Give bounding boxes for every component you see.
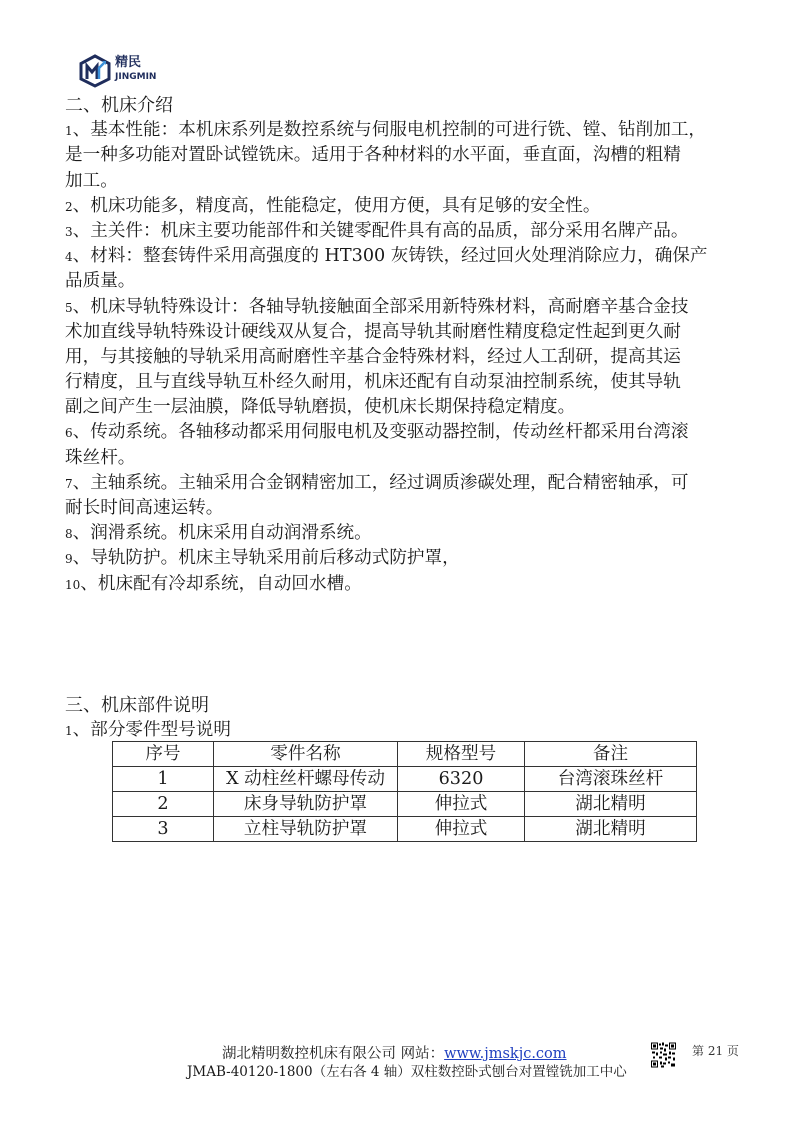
paragraph-line <box>65 546 775 571</box>
header-cell: 零件名称 <box>214 742 398 767</box>
intro-paragraphs <box>65 118 775 597</box>
paragraph-line <box>65 143 775 168</box>
table-cell: 立柱导轨防护罩 <box>214 817 398 842</box>
item-number: 8 <box>65 527 73 542</box>
paragraph-line <box>65 521 775 546</box>
paragraph-line <box>65 118 775 143</box>
paragraph-line <box>65 471 775 496</box>
footer-company: 湖北精明数控机床有限公司 网站： <box>222 1046 445 1062</box>
line-text: 耐长时间高速运转。 <box>65 498 224 518</box>
footer-model: JMAB-40120-1800（左右各 4 轴）双柱数控卧式刨台对置镗铣加工中心 <box>187 1064 627 1080</box>
table-cell: 1 <box>113 767 214 792</box>
table-cell: 伸拉式 <box>398 817 525 842</box>
section-machine-intro <box>65 93 775 597</box>
table-cell: 台湾滚珠丝杆 <box>525 767 697 792</box>
paragraph-line <box>65 194 775 219</box>
table-cell: 床身导轨防护罩 <box>214 792 398 817</box>
line-text: 副之间产生一层油膜，降低导轨磨损，使机床长期保持稳定精度。 <box>65 397 576 418</box>
table-cell: 湖北精明 <box>525 792 697 817</box>
paragraph-line <box>65 572 775 597</box>
table-cell: 2 <box>113 792 214 817</box>
paragraph-line <box>65 244 775 269</box>
header-cell: 备注 <box>525 742 697 767</box>
paragraph-line <box>65 395 775 420</box>
subheading: 1、部分零件型号说明 <box>65 720 231 741</box>
paragraph-line <box>65 219 775 244</box>
paragraph-line <box>65 420 775 445</box>
paragraph-line <box>65 295 775 320</box>
header-cell: 规格型号 <box>398 742 525 767</box>
company-logo <box>78 54 164 88</box>
line-text: 加工。 <box>65 170 118 191</box>
parts-table <box>112 741 697 842</box>
line-text: 、润滑系统。机床采用自动润滑系统。 <box>72 523 372 544</box>
item-number: 7 <box>65 476 73 491</box>
line-text: 用，与其接触的导轨采用高耐磨性辛基合金特殊材料，经过人工刮研，提高其运 <box>65 346 681 367</box>
item-number: 2 <box>65 199 73 214</box>
line-text: 是一种多功能对置卧试镗铣床。适用于各种材料的水平面，垂直面，沟槽的粗精 <box>65 145 681 166</box>
website-link[interactable]: www.jmskjc.com <box>444 1046 567 1062</box>
table-row <box>113 792 697 817</box>
item-number: 6 <box>65 426 73 441</box>
logo-en-text: JINGMIN <box>115 72 157 82</box>
section-heading: 二、机床介绍 <box>65 95 173 116</box>
item-number: 1 <box>65 124 73 139</box>
section-heading: 三、机床部件说明 <box>65 695 209 716</box>
line-text: 、材料：整套铸件采用高强度的 HT300 灰铸铁，经过回火处理消除应力，确保产 <box>72 246 708 267</box>
line-text: 品质量。 <box>65 271 136 292</box>
item-number: 9 <box>65 552 73 567</box>
logo-hexagon-icon <box>78 54 112 88</box>
item-number: 3 <box>65 224 73 239</box>
item-number: 5 <box>65 300 73 315</box>
paragraph-line <box>65 320 775 345</box>
line-text: 珠丝杆。 <box>65 447 136 468</box>
line-text: 、主轴系统。主轴采用合金钢精密加工，经过调质渗碳处理，配合精密轴承，可 <box>72 472 689 493</box>
line-text: 、机床导轨特殊设计：各轴导轨接触面全部采用新特殊材料，高耐磨辛基合金技 <box>72 296 689 317</box>
table-row <box>113 817 697 842</box>
paragraph-line <box>65 269 775 294</box>
paragraph-line <box>65 496 775 521</box>
line-text: 、传动系统。各轴移动都采用伺服电机及变驱动器控制，传动丝杆都采用台湾滚 <box>72 422 689 443</box>
qr-code-icon <box>651 1042 676 1068</box>
paragraph-line <box>65 345 775 370</box>
table-cell: X 动柱丝杆螺母传动 <box>214 767 398 792</box>
table-cell: 3 <box>113 817 214 842</box>
paragraph-line <box>65 446 775 471</box>
line-text: 、基本性能：本机床系列是数控系统与伺服电机控制的可进行铣、镗、钻削加工， <box>72 120 707 141</box>
line-text: 、机床功能多，精度高，性能稳定，使用方便，具有足够的安全性。 <box>72 195 601 216</box>
line-text: 、主关件：机床主要功能部件和关键零配件具有高的品质，部分采用名牌产品。 <box>72 220 689 241</box>
table-cell: 伸拉式 <box>398 792 525 817</box>
table-header-row <box>113 742 697 767</box>
table-cell: 湖北精明 <box>525 817 697 842</box>
item-number: 4 <box>65 250 73 265</box>
logo-cn-text: 精民 <box>115 55 142 70</box>
line-text: 行精度，且与直线导轨互朴经久耐用，机床还配有自动泵油控制系统，使其导轨 <box>65 372 681 393</box>
paragraph-line <box>65 169 775 194</box>
header-cell: 序号 <box>113 742 214 767</box>
section-parts <box>65 693 231 743</box>
paragraph-line <box>65 370 775 395</box>
line-text: 、机床配有冷却系统，自动回水槽。 <box>80 573 362 594</box>
table-row <box>113 767 697 792</box>
page-number: 第 21 页 <box>692 1044 739 1058</box>
item-number: 10 <box>65 577 81 592</box>
line-text: 、导轨防护。机床主导轨采用前后移动式防护罩， <box>72 548 460 569</box>
line-text: 术加直线导轨特殊设计硬线双从复合，提高导轨其耐磨性精度稳定性起到更久耐 <box>65 321 681 342</box>
table-cell: 6320 <box>398 767 525 792</box>
